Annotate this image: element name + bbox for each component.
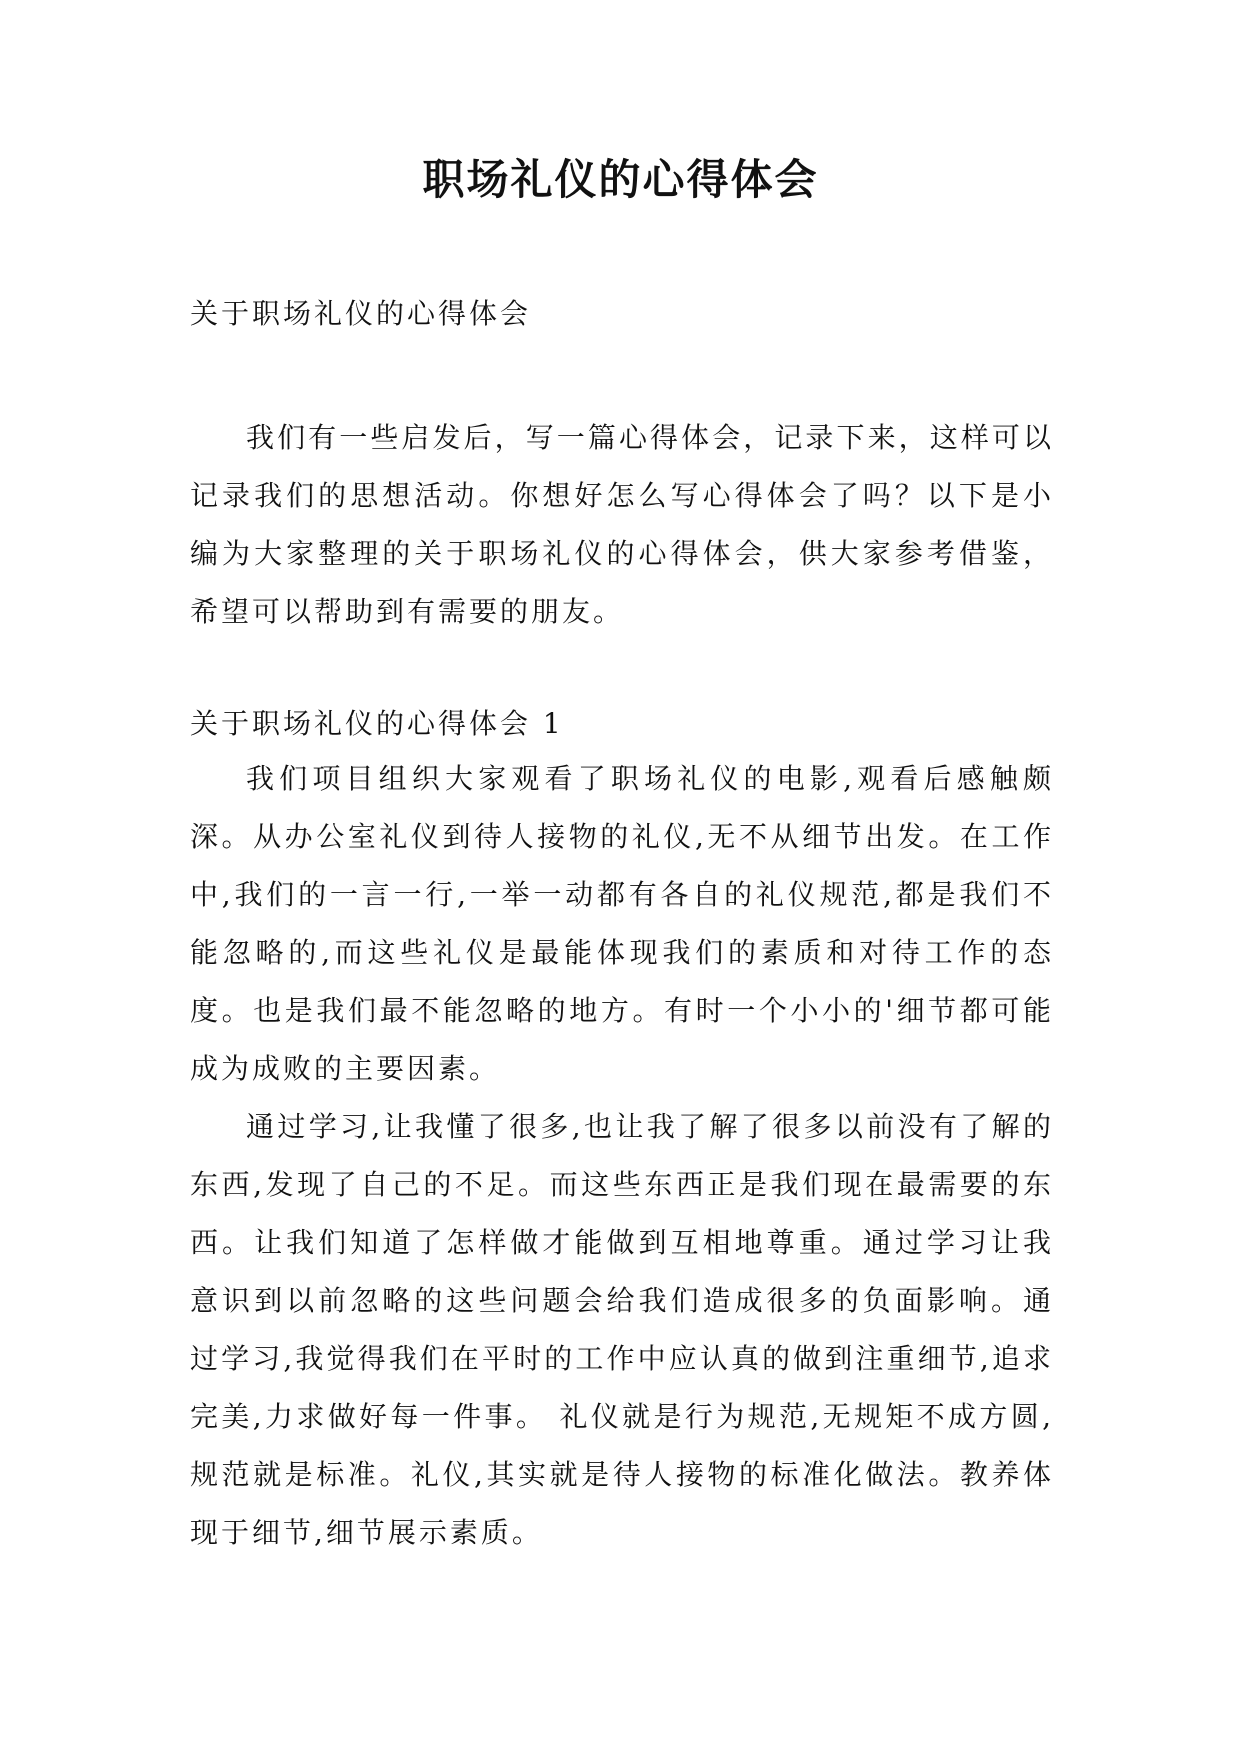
page-title: 职场礼仪的心得体会: [422, 155, 819, 204]
intro-paragraph: 我们有一些启发后，写一篇心得体会，记录下来，这样可以记录我们的思想活动。你想好怎么写心得体会了吗？以下是小编为大家整理的关于职场礼仪的心得体会，供大家参考借鉴，希望可以帮助到有需要的朋友。: [190, 421, 1054, 628]
section-heading: 关于职场礼仪的心得体会 1: [190, 707, 564, 740]
document-subtitle: 关于职场礼仪的心得体会: [190, 297, 532, 330]
body-paragraph: 我们项目组织大家观看了职场礼仪的电影,观看后感触颇深。从办公室礼仪到待人接物的礼仪,无不从细节出发。在工作中,我们的一言一行,一举一动都有各自的礼仪规范,都是我们不能忽略的,而这些礼仪是最能体现我们的素质和对待工作的态度。也是我们最不能忽略的地方。有时一个小小的'细节都可能成为成败的主要因素。: [190, 762, 1054, 1085]
section-body: [190, 750, 1054, 1562]
intro-block: [190, 409, 1054, 641]
body-paragraph: 通过学习,让我懂了很多,也让我了解了很多以前没有了解的东西,发现了自己的不足。而这些东西正是我们现在最需要的东西。让我们知道了怎样做才能做到互相地尊重。通过学习让我意识到以前忽略的这些问题会给我们造成很多的负面影响。通过学习,我觉得我们在平时的工作中应认真的做到注重细节,追求完美,力求做好每一件事。 礼仪就是行为规范,无规矩不成方圆,规范就是标准。礼仪,其实就是待人接物的标准化做法。教养体现于细节,细节展示素质。: [190, 1110, 1054, 1549]
